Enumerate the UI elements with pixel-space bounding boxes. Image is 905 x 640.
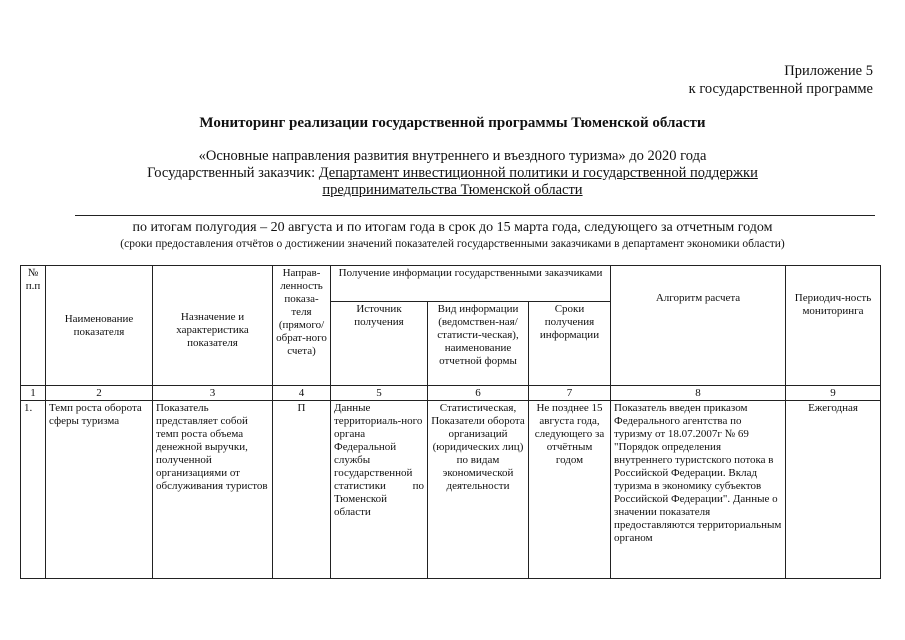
annex-reference <box>689 62 873 98</box>
horizontal-divider <box>75 215 875 216</box>
program-name: «Основные направления развития внутреннего и въездного туризма» до 2020 года <box>198 148 707 164</box>
reporting-deadline: по итогам полугодия – 20 августа и по итогам года в срок до 15 марта года, следующего за отчетным годом <box>132 220 773 235</box>
row-periodicity: Ежегодная <box>786 401 881 579</box>
column-number: 1 <box>21 386 46 401</box>
state-customer-value-line1: Департамент инвестиционной политики и государственной поддержки <box>318 165 758 181</box>
column-number: 8 <box>611 386 786 401</box>
header-purpose: Назначение и характеристика показателя <box>153 266 273 386</box>
monitoring-table <box>20 265 881 579</box>
column-numbers-row <box>21 386 881 401</box>
row-info-type: Статистическая, Показатели оборота организаций (юридических лиц) по видам экономической деятельности <box>428 401 529 579</box>
state-customer-label: Государственный заказчик: <box>147 165 316 181</box>
header-periodicity: Периодич-ность мониторинга <box>786 266 881 386</box>
header-row-1 <box>21 266 881 302</box>
header-num: № п.п <box>21 266 46 386</box>
document-title: Мониторинг реализации государственной программы Тюменской области <box>199 115 706 131</box>
state-customer-value-line2: предпринимательства Тюменской области <box>322 182 583 198</box>
state-customer <box>0 165 905 199</box>
row-name: Темп роста оборота сферы туризма <box>46 401 153 579</box>
column-number: 5 <box>331 386 428 401</box>
row-algorithm: Показатель введен приказом Федерального агентства по туризму от 18.07.2007г № 69 "Порядок определения внутреннего туристского потока в Российской Федерации. Вклад туризма в экономику субъектов Российской Федерации". Данные о значении показателя предоставляются территориальным органом <box>611 401 786 579</box>
header-algorithm: Алгоритм расчета <box>611 266 786 386</box>
header-terms: Сроки получения информации <box>529 302 611 386</box>
table-row <box>21 401 881 579</box>
row-direction: П <box>273 401 331 579</box>
annex-number: Приложение 5 <box>784 63 873 79</box>
header-name: Наименование показателя <box>46 266 153 386</box>
row-terms: Не позднее 15 августа года, следующего за отчётным годом <box>529 401 611 579</box>
column-number: 6 <box>428 386 529 401</box>
column-number: 3 <box>153 386 273 401</box>
header-source: Источник получения <box>331 302 428 386</box>
column-number: 9 <box>786 386 881 401</box>
reporting-deadline-note: (сроки предоставления отчётов о достижении значений показателей государственными заказчиками в департамент экономики области) <box>120 238 785 250</box>
column-number: 4 <box>273 386 331 401</box>
column-number: 2 <box>46 386 153 401</box>
header-direction: Направ-ленность показа-теля (прямого/ обрат-ного счета) <box>273 266 331 386</box>
row-purpose: Показатель представляет собой темп роста объема денежной выручки, полученной организациями от обслуживания туристов <box>153 401 273 579</box>
header-info-group: Получение информации государственными заказчиками <box>331 266 611 302</box>
header-info-type: Вид информации (ведомствен-ная/статисти-ческая), наименование отчетной формы <box>428 302 529 386</box>
row-num: 1. <box>21 401 46 579</box>
annex-description: к государственной программе <box>688 81 873 97</box>
row-source: Данные территориаль-ного органа Федеральной службы государственной статистики по Тюменской области <box>331 401 428 579</box>
column-number: 7 <box>529 386 611 401</box>
